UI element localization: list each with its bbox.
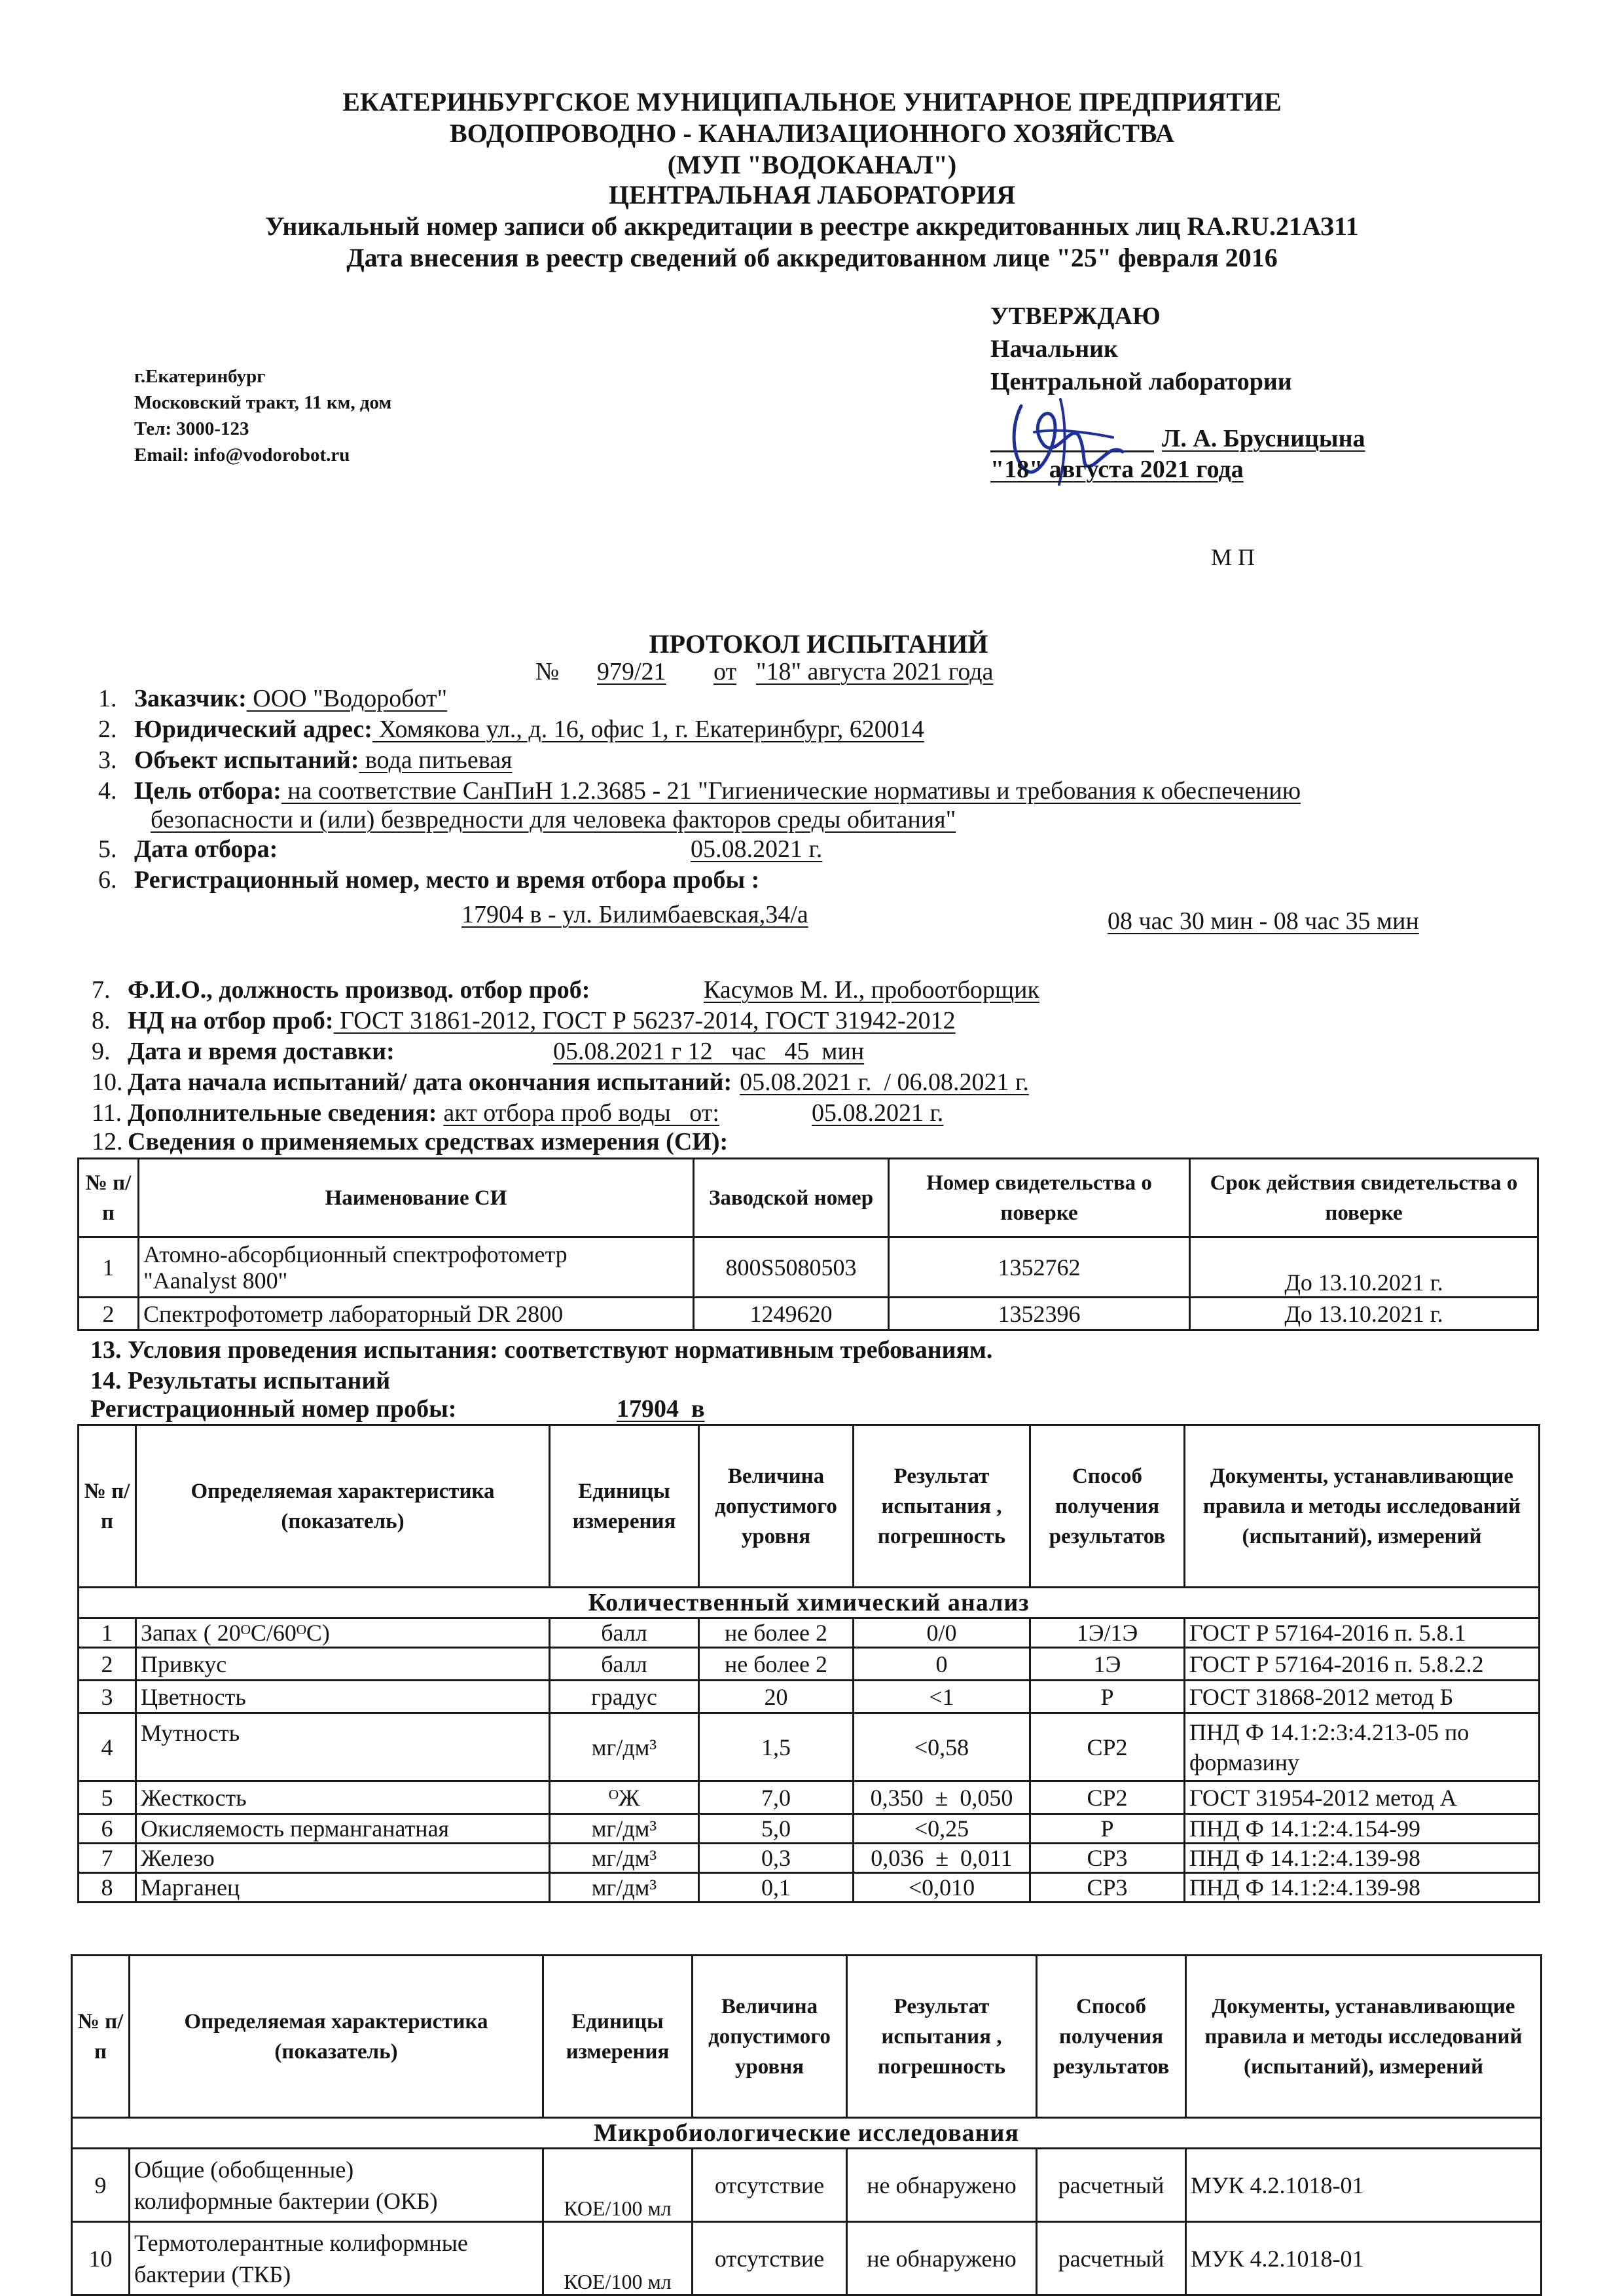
- contact-city: г.Екатеринбург: [134, 366, 266, 387]
- protocol-number: 979/21: [597, 658, 666, 685]
- item-delivery: 9. Дата и время доставки:: [92, 1038, 395, 1065]
- section-row: Количественный химический анализ: [79, 1588, 1540, 1618]
- si-table: [77, 1157, 1539, 1331]
- table-row: 2 Спектрофотометр лабораторный DR 2800 1249620 1352396 До 13.10.2021 г.: [79, 1298, 1538, 1330]
- item-si: 12. Сведения о применяемых средствах измерения (СИ):: [92, 1128, 729, 1156]
- table-row: 7 Железо мг/дм³ 0,3 0,036 ± 0,011 СР3 ПНД Ф 14.1:2:4.139-98: [79, 1844, 1540, 1873]
- item-sampling-date: 5. Дата отбора:: [98, 835, 278, 863]
- approval-position: Начальник: [990, 335, 1118, 363]
- si-col-valid: Срок действия свидетельства о поверке: [1190, 1159, 1538, 1237]
- item-additional: 11. Дополнительные сведения: акт отбора проб воды от:: [92, 1099, 719, 1127]
- results-table-microbiology: [71, 1954, 1542, 2296]
- item-sampling-purpose: 4. Цель отбора: на соответствие СанПиН 1.2.3685 - 21 "Гигиенические нормативы и требования к обеспечению: [98, 777, 1301, 805]
- approval-date: "18" августа 2021 года: [990, 456, 1244, 483]
- protocol-no-label: №: [535, 658, 560, 685]
- org-name-line2: ВОДОПРОВОДНО - КАНАЛИЗАЦИОННОГО ХОЗЯЙСТВА: [450, 118, 1174, 148]
- sampler-value: Касумов М. И., пробоотборщик: [704, 976, 1039, 1004]
- registration-time: 08 час 30 мин - 08 час 35 мин: [1108, 907, 1419, 935]
- item-sampling-purpose-cont: безопасности и (или) безвредности для человека факторов среды обитания": [151, 806, 956, 833]
- item-customer: 1. Заказчик: ООО "Водоробот": [98, 685, 448, 712]
- si-col-serial: Заводской номер: [694, 1159, 889, 1237]
- accreditation-number: Уникальный номер записи об аккредитации в реестре аккредитованных лиц RA.RU.21АЗ11: [265, 211, 1359, 241]
- registration-place: 17904 в - ул. Билимбаевская,34/а: [461, 901, 808, 928]
- contact-email: Email: info@vodorobot.ru: [134, 445, 350, 465]
- item-test-object: 3. Объект испытаний: вода питьевая: [98, 746, 513, 774]
- table-row: 4 Мутность мг/дм³ 1,5 <0,58 СР2 ПНД Ф 14.1:2:3:4.213-05 по формазину: [79, 1713, 1540, 1781]
- item-results: 14. Результаты испытаний: [90, 1367, 391, 1394]
- table-row: 6 Окисляемость перманганатная мг/дм³ 5,0 <0,25 Р ПНД Ф 14.1:2:4.154-99: [79, 1814, 1540, 1844]
- contact-phone: Тел: 3000-123: [134, 418, 249, 439]
- table-row: 1 Атомно-абсорбционный спектрофотометр "Aanalyst 800" 800S5080503 1352762 До 13.10.2021 г.: [79, 1237, 1538, 1298]
- sample-number: 17904 в: [617, 1395, 705, 1423]
- table-row: 5 Жесткость ᴼЖ 7,0 0,350 ± 0,050 СР2 ГОСТ 31954-2012 метод А: [79, 1781, 1540, 1814]
- table-row: 8 Марганец мг/дм³ 0,1 <0,010 СР3 ПНД Ф 14.1:2:4.139-98: [79, 1873, 1540, 1903]
- item-registration: 6. Регистрационный номер, место и время отбора пробы :: [98, 866, 760, 894]
- org-name-line1: ЕКАТЕРИНБУРГСКОЕ МУНИЦИПАЛЬНОЕ УНИТАРНОЕ ПРЕДПРИЯТИЕ: [342, 87, 1282, 117]
- protocol-date: "18" августа 2021 года: [756, 658, 994, 685]
- sampling-date-value: 05.08.2021 г.: [691, 835, 823, 863]
- table-row: 3 Цветность градус 20 <1 Р ГОСТ 31868-2012 метод Б: [79, 1681, 1540, 1713]
- si-col-cert: Номер свидетельства о поверке: [889, 1159, 1190, 1237]
- accreditation-date: Дата внесения в реестр сведений об аккредитованном лице "25" февраля 2016: [346, 243, 1278, 272]
- item-legal-address: 2. Юридический адрес: Хомякова ул., д. 16, офис 1, г. Екатеринбург, 620014: [98, 716, 924, 743]
- table-row: 2 Привкус балл не более 2 0 1Э ГОСТ Р 57164-2016 п. 5.8.2.2: [79, 1648, 1540, 1681]
- protocol-title: ПРОТОКОЛ ИСПЫТАНИЙ: [649, 629, 988, 659]
- delivery-value: 05.08.2021 г 12 час 45 мин: [553, 1038, 865, 1065]
- contact-address: Московский тракт, 11 км, дом: [134, 392, 392, 413]
- contact-block: [134, 363, 391, 468]
- results-table-chemistry: [77, 1424, 1540, 1903]
- table-row: 1 Запах ( 20ᴼС/60ᴼС) балл не более 2 0/0 1Э/1Э ГОСТ Р 57164-2016 п. 5.8.1: [79, 1618, 1540, 1648]
- results-header-row: № п/п Определяемая характеристика (показатель) Единицы измерения Величина допустимого уровня Результат испытания , погрешность Способ получения результатов Документы, устанавливающие правила и методы исследований (испытаний), измерений: [79, 1425, 1540, 1588]
- item-sampler: 7. Ф.И.О., должность производ. отбор проб:: [92, 976, 590, 1004]
- approval-title: УТВЕРЖДАЮ: [990, 302, 1161, 330]
- approver-name: Л. А. Брусницына: [1162, 425, 1365, 452]
- lab-name: ЦЕНТРАЛЬНАЯ ЛАБОРАТОРИЯ: [608, 180, 1016, 210]
- table-row: 10 Термотолерантные колиформные бактерии (ТКБ) КОЕ/100 мл отсутствие не обнаружено расчетный МУК 4.2.1018-01: [72, 2222, 1542, 2295]
- additional-date: 05.08.2021 г.: [812, 1099, 944, 1127]
- sample-label: Регистрационный номер пробы:: [90, 1395, 457, 1423]
- protocol-from-label: от: [713, 658, 737, 685]
- item-conditions: 13. Условия проведения испытания: соответствуют нормативным требованиям.: [90, 1336, 993, 1364]
- org-short-name: (МУП "ВОДОКАНАЛ"): [667, 150, 957, 179]
- approval-position-lab: Центральной лаборатории: [990, 368, 1292, 395]
- item-test-dates: 10. Дата начала испытаний/ дата окончания испытаний: 05.08.2021 г. / 06.08.2021 г.: [92, 1068, 1029, 1096]
- si-header-row: [79, 1159, 1538, 1237]
- stamp-placeholder: М П: [1211, 544, 1255, 570]
- si-col-num: № п/п: [79, 1159, 139, 1237]
- item-sampling-nd: 8. НД на отбор проб: ГОСТ 31861-2012, ГОСТ Р 56237-2014, ГОСТ 31942-2012: [92, 1007, 956, 1034]
- approval-block: [990, 300, 1292, 398]
- results-header-row: № п/п Определяемая характеристика (показатель) Единицы измерения Величина допустимого уровня Результат испытания , погрешность Способ получения результатов Документы, устанавливающие правила и методы исследований (испытаний), измерений: [72, 1956, 1542, 2118]
- section-row: Микробиологические исследования: [72, 2118, 1542, 2149]
- si-col-name: Наименование СИ: [139, 1159, 694, 1237]
- table-row: 9 Общие (обобщенные) колиформные бактерии (ОКБ) КОЕ/100 мл отсутствие не обнаружено расчетный МУК 4.2.1018-01: [72, 2149, 1542, 2222]
